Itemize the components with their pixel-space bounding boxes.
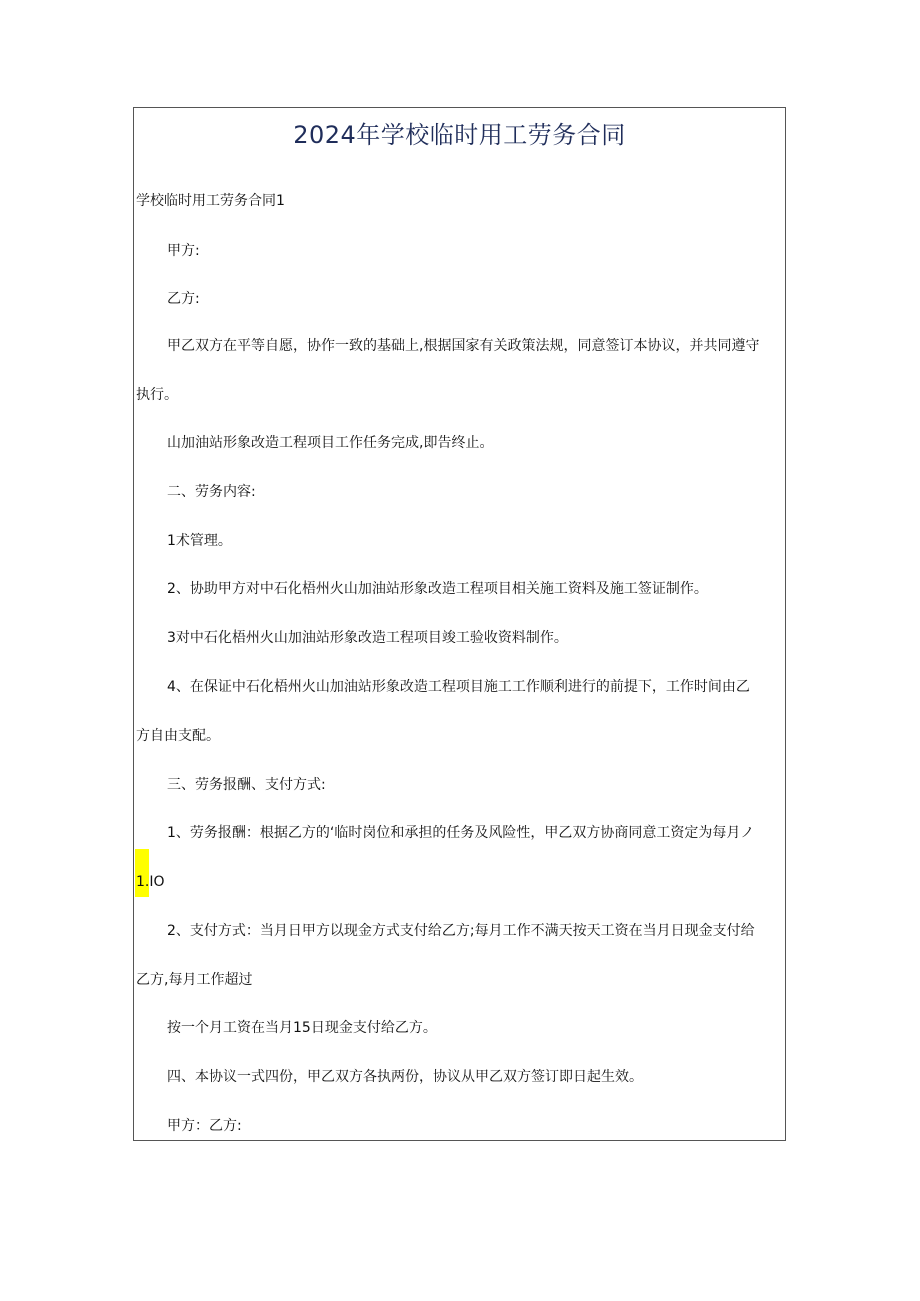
service-item-2: 2、协助甲方对中石化梧州火山加油站形象改造工程项目相关施工资料及施工签证制作。 [167, 581, 708, 597]
payment-item-2-line1: 2、支付方式：当月日甲方以现金方式支付给乙方;每月工作不满天按天工资在当月日现金支付给 [167, 923, 755, 939]
signature-line: 甲方：乙方: [167, 1118, 242, 1134]
payment-item-1-line2: 1.IO [136, 874, 165, 890]
party-a-label: 甲方: [167, 243, 200, 259]
payment-item-1-line1: 1、劳务报酬：根据乙方的‘临时岗位和承担的任务及风险性，甲乙双方协商同意工资定为每月ノ [167, 825, 755, 841]
section-3-heading: 三、劳务报酬、支付方式: [167, 777, 326, 793]
service-item-3: 3对中石化梧州火山加油站形象改造工程项目竣工验收资料制作。 [167, 630, 568, 646]
section-4-paragraph: 四、本协议一式四份，甲乙双方各执两份，协议从甲乙双方签订即日起生效。 [167, 1069, 643, 1085]
payment-item-2-line3: 按一个月工资在当月15日现金支付给乙方。 [167, 1020, 437, 1036]
contract-subtitle: 学校临时用工劳务合同1 [136, 193, 285, 209]
term-paragraph: 山加油站形象改造工程项目工作任务完成,即告终止。 [167, 435, 494, 451]
service-item-4-line2: 方自由支配。 [136, 728, 220, 744]
document-page [133, 107, 786, 1141]
service-item-4-line1: 4、在保证中石化梧州火山加油站形象改造工程项目施工工作顺利进行的前提下，工作时间由乙 [167, 679, 750, 695]
party-b-label: 乙方: [167, 291, 200, 307]
intro-paragraph-line2: 执行。 [136, 387, 178, 403]
section-2-heading: 二、劳务内容: [167, 484, 256, 500]
service-item-1: 1术管理。 [167, 533, 232, 549]
payment-item-2-line2: 乙方,每月工作超过 [136, 972, 253, 988]
intro-paragraph-line1: 甲乙双方在平等自愿，协作一致的基础上,根据国家有关政策法规，同意签订本协议，并共同遵守 [167, 338, 760, 354]
document-title: 2024年学校临时用工劳务合同 [293, 121, 626, 149]
